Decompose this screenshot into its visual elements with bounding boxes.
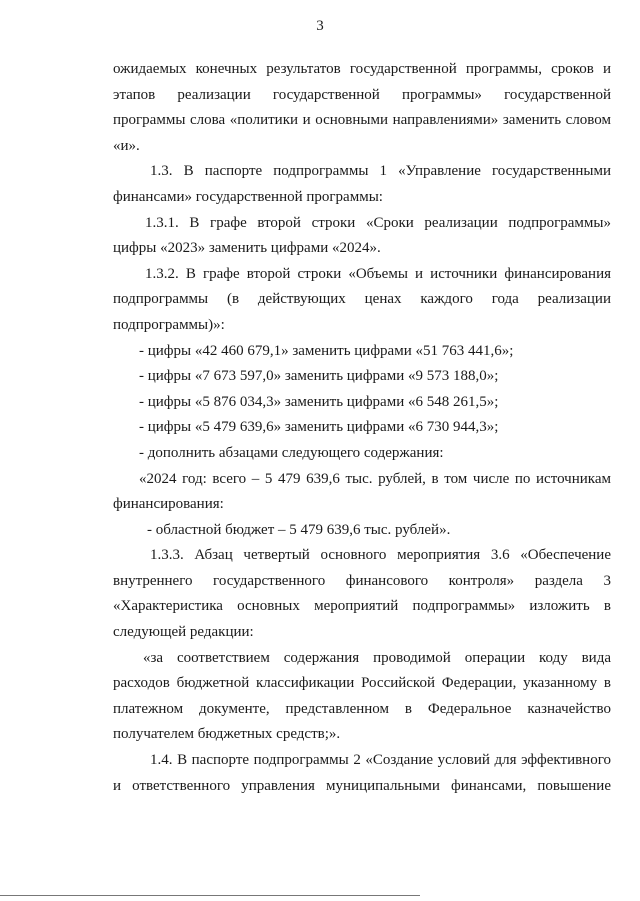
text-line: программы слова «политики и основными направлениями» заменить словом (113, 112, 611, 129)
document-body (113, 57, 611, 799)
text-line: внутреннего государственного финансового контроля» раздела 3 (113, 572, 611, 589)
text-line: - дополнить абзацами следующего содержания: (139, 444, 444, 461)
text-line: - цифры «5 479 639,6» заменить цифрами «6 730 944,3»; (139, 419, 499, 436)
text-line: и ответственного управления муниципальными финансами, повышение (113, 777, 611, 794)
text-line: платежном документе, представленном в Федеральное казначейство (113, 700, 611, 717)
text-line: «2024 год: всего – 5 479 639,6 тыс. рублей, в том числе по источникам (139, 470, 611, 487)
text-line: подпрограммы)»: (113, 316, 225, 333)
text-line: 1.3.1. В графе второй строки «Сроки реализации подпрограммы» (145, 214, 611, 231)
text-line: - цифры «42 460 679,1» заменить цифрами «51 763 441,6»; (139, 342, 514, 359)
text-line: финансирования: (113, 496, 224, 513)
text-line: - цифры «7 673 597,0» заменить цифрами «9 573 188,0»; (139, 368, 499, 385)
text-line: подпрограммы (в действующих ценах каждого года реализации (113, 291, 611, 308)
text-line: - цифры «5 876 034,3» заменить цифрами «6 548 261,5»; (139, 393, 499, 410)
text-line: получателем бюджетных средств;». (113, 726, 341, 743)
text-line: 1.3.3. Абзац четвертый основного мероприятия 3.6 «Обеспечение (150, 547, 611, 564)
text-line: финансами» государственной программы: (113, 188, 383, 205)
text-line: этапов реализации государственной программы» государственной (113, 86, 611, 103)
text-line: - областной бюджет – 5 479 639,6 тыс. рублей». (147, 521, 451, 538)
text-line: «и». (113, 137, 140, 154)
text-line: 1.3.2. В графе второй строки «Объемы и источники финансирования (145, 265, 611, 282)
text-line: следующей редакции: (113, 624, 254, 641)
page-number: 3 (316, 18, 324, 34)
text-line: 1.4. В паспорте подпрограммы 2 «Создание условий для эффективного (150, 752, 611, 769)
text-line: расходов бюджетной классификации Российской Федерации, указанному в (113, 675, 611, 692)
scan-edge-line (0, 895, 420, 896)
text-line: цифры «2023» заменить цифрами «2024». (113, 240, 381, 257)
text-line: 1.3. В паспорте подпрограммы 1 «Управление государственными (150, 163, 611, 180)
text-line: «за соответствием содержания проводимой операции коду вида (143, 649, 611, 666)
text-line: «Характеристика основных мероприятий подпрограммы» изложить в (113, 598, 611, 615)
text-line: ожидаемых конечных результатов государственной программы, сроков и (113, 61, 611, 77)
